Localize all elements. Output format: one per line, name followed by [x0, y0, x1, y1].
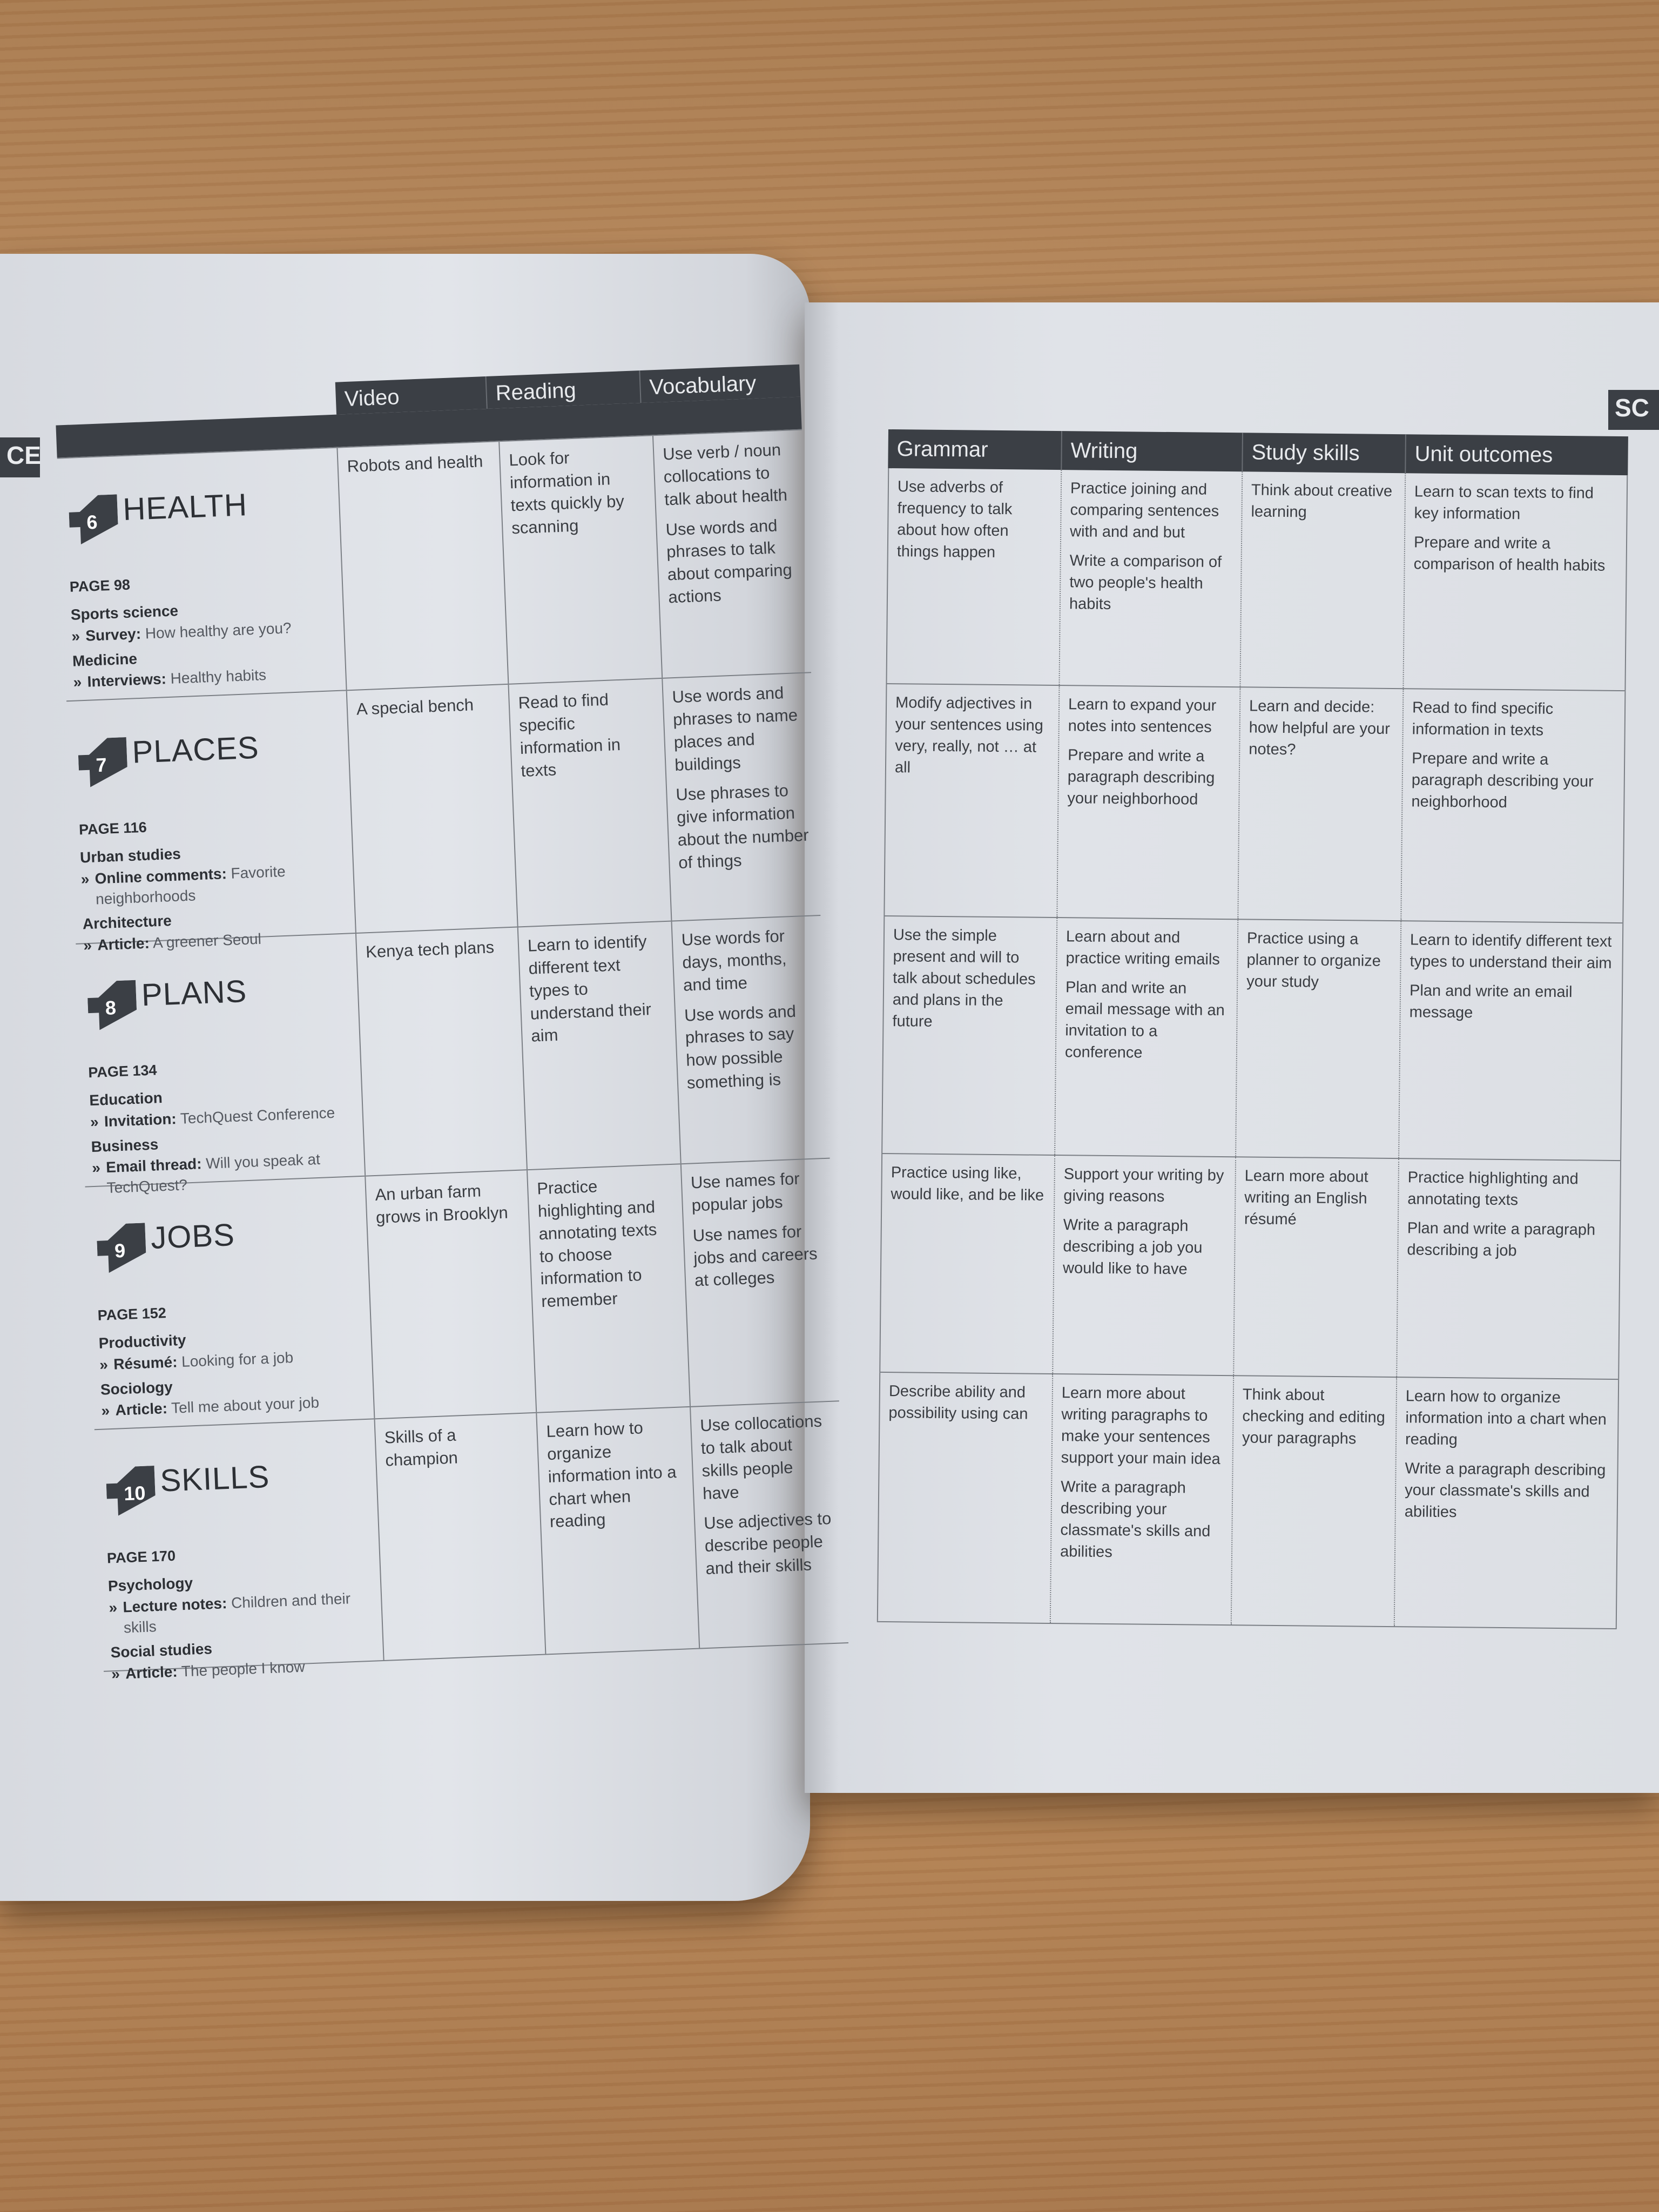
unit-cell — [66, 691, 356, 954]
reading-text: Practice highlighting and annotating texts to choose information to remember — [536, 1177, 657, 1311]
unit-cell — [57, 448, 347, 701]
topic-subject: Business — [91, 1135, 159, 1155]
vocab-item: Use words and phrases to name places and buildings — [671, 683, 798, 774]
writing-item: Write a paragraph describing a job you would like to have — [1062, 1216, 1203, 1278]
unit-topics — [98, 1320, 366, 1426]
outcome-item: Read to find specific information in texts — [1412, 699, 1554, 739]
topic-text: Favorite neighborhoods — [95, 862, 286, 908]
writing-cell — [1060, 470, 1243, 686]
outcome-row — [881, 916, 1623, 1161]
outcome-item: Learn to identify different text types to understand their aim — [1410, 931, 1612, 972]
video-cell: An urban farm grows in Brooklyn — [366, 1170, 537, 1418]
study-text: Think about creative learning — [1251, 481, 1393, 521]
grammar-cell — [884, 684, 1060, 917]
study-skills-cell — [1236, 920, 1401, 1158]
unit-outcomes-cell — [1399, 921, 1623, 1160]
outcome-item: Prepare and write a comparison of health habits — [1413, 534, 1606, 575]
grammar-cell — [879, 1154, 1055, 1373]
writing-item: Practice joining and comparing sentences with and and but — [1070, 480, 1219, 542]
unit-cell — [85, 1177, 375, 1429]
reading-cell — [500, 436, 663, 684]
vocab-item: Use names for jobs and careers at colleges — [692, 1222, 818, 1290]
topic-subject: Architecture — [82, 912, 172, 933]
header-reading: Reading — [487, 370, 642, 409]
unit-page: PAGE 134 — [87, 1062, 158, 1081]
topic-type: Article: — [114, 1400, 168, 1419]
study-skills-cell — [1238, 687, 1404, 920]
unit-cell — [95, 1419, 385, 1683]
study-skills-cell — [1240, 471, 1406, 688]
study-text: Learn more about writing an English résumé — [1244, 1167, 1368, 1229]
writing-cell — [1051, 1374, 1234, 1624]
topic-text: TechQuest Conference — [180, 1104, 335, 1127]
outcome-item: Learn how to organize information into a chart when reading — [1405, 1387, 1607, 1449]
reading-text: Learn how to organize information into a chart when reading — [545, 1418, 677, 1532]
chevron-right-icon: » — [99, 1356, 109, 1373]
topic-type: Invitation: — [104, 1110, 177, 1130]
left-edge-tab: CE — [0, 437, 40, 477]
chevron-right-icon: » — [90, 1113, 99, 1130]
unit-cell — [76, 934, 366, 1197]
video-cell: A special bench — [347, 685, 518, 933]
header-grammar: Grammar — [888, 429, 1062, 470]
topic-text: Tell me about your job — [171, 1394, 320, 1417]
unit-outcomes-cell — [1404, 473, 1628, 690]
topic-text: A greener Seoul — [152, 930, 262, 952]
unit-topics — [107, 1563, 376, 1689]
topic-type: Survey: — [85, 625, 141, 644]
reading-text: Look for information in texts quickly by scanning — [508, 448, 625, 537]
vocab-item: Use words and phrases to say how possible something is — [684, 1001, 797, 1092]
chevron-right-icon: » — [71, 628, 80, 645]
unit-title: JOBS — [150, 1217, 235, 1256]
vocab-item: Use phrases to give information about the number of things — [675, 781, 810, 872]
video-cell: Kenya tech plans — [356, 927, 528, 1175]
chevron-right-icon: » — [73, 673, 82, 691]
chevron-right-icon: » — [108, 1599, 118, 1616]
grammar-text: Use adverbs of frequency to talk about how often things happen — [896, 478, 1013, 561]
outcome-item: Plan and write an email message — [1409, 982, 1573, 1022]
topic-item — [80, 859, 347, 909]
grammar-cell — [881, 916, 1057, 1155]
outcome-item: Plan and write a paragraph describing a job — [1407, 1219, 1596, 1260]
topic-subject: Psychology — [107, 1574, 193, 1595]
topic-type: Résumé: — [113, 1353, 178, 1373]
topic-type: Article: — [125, 1663, 178, 1682]
unit-title: HEALTH — [122, 487, 248, 527]
unit-row — [57, 429, 811, 701]
chevron-right-icon: » — [111, 1665, 120, 1683]
chevron-right-icon: » — [100, 1402, 110, 1420]
writing-item: Prepare and write a paragraph describing your neighborhood — [1067, 746, 1215, 808]
grammar-text: Modify adjectives in your sentences using very, really, not … at all — [894, 694, 1043, 777]
topic-subject: Urban studies — [79, 845, 181, 866]
chevron-right-icon: » — [80, 870, 90, 888]
topic-text: Will you speak at TechQuest? — [106, 1151, 321, 1197]
right-table — [877, 429, 1628, 1629]
outcome-item: Learn to scan texts to find key information — [1414, 483, 1594, 523]
topic-text: Children and their skills — [123, 1590, 351, 1636]
writing-item: Support your writing by giving reasons — [1063, 1165, 1224, 1205]
reading-cell — [537, 1407, 700, 1654]
unit-outcomes-cell — [1395, 1378, 1619, 1628]
writing-item: Learn to expand your notes into sentences — [1068, 696, 1217, 736]
unit-title: SKILLS — [159, 1459, 271, 1499]
study-skills-cell — [1232, 1376, 1397, 1626]
topic-text: The people I know — [181, 1658, 306, 1680]
unit-title: PLACES — [131, 730, 260, 770]
vocabulary-cell — [663, 673, 820, 920]
left-table-rows — [57, 429, 848, 1683]
topic-text: Looking for a job — [181, 1348, 294, 1370]
reading-cell — [528, 1164, 691, 1412]
unit-number: 8 — [105, 996, 117, 1019]
chevron-right-icon: » — [91, 1159, 101, 1177]
vocabulary-cell — [682, 1159, 839, 1406]
header-video: Video — [335, 376, 488, 415]
topic-subject: Social studies — [110, 1640, 213, 1661]
topic-text: Healthy habits — [170, 666, 267, 687]
unit-number: 6 — [86, 510, 98, 534]
unit-outcomes-cell — [1397, 1159, 1621, 1379]
right-table-rows — [877, 468, 1628, 1629]
topic-subject: Education — [89, 1089, 163, 1109]
unit-page: PAGE 98 — [69, 576, 131, 595]
header-study-skills: Study skills — [1243, 433, 1406, 473]
topic-text: How healthy are you? — [145, 619, 292, 642]
vocabulary-cell — [653, 430, 811, 678]
writing-item: Write a comparison of two people's health habits — [1069, 552, 1222, 613]
outcome-item: Prepare and write a paragraph describing your neighborhood — [1411, 750, 1594, 812]
unit-page: PAGE 116 — [78, 819, 147, 838]
writing-item: Learn more about writing paragraphs to make your sentences support your main idea — [1061, 1384, 1220, 1468]
topic-subject: Productivity — [98, 1331, 187, 1352]
header-vocabulary: Vocabulary — [649, 371, 757, 400]
unit-title: PLANS — [140, 973, 248, 1013]
header-unit-outcomes: Unit outcomes — [1414, 442, 1553, 467]
vocab-item: Use words and phrases to talk about comparing actions — [665, 516, 793, 607]
grammar-cell — [877, 1373, 1053, 1623]
chevron-right-icon: » — [83, 936, 92, 954]
topic-type: Email thread: — [105, 1155, 203, 1176]
writing-item: Plan and write an email message with an invitation to a conference — [1064, 979, 1225, 1062]
vocabulary-cell — [672, 916, 830, 1163]
unit-topics — [70, 591, 338, 697]
reading-cell — [518, 922, 682, 1170]
unit-outcomes-cell — [1401, 689, 1626, 922]
reading-text: Learn to identify different text types to understand their aim — [527, 932, 652, 1046]
study-text: Learn and decide: how helpful are your notes? — [1249, 697, 1391, 759]
topic-subject: Sociology — [100, 1378, 173, 1398]
outcome-row — [879, 1154, 1621, 1380]
vocab-item: Use collocations to talk about skills people have — [699, 1411, 822, 1503]
grammar-text: Describe ability and possibility using can — [888, 1382, 1028, 1423]
left-table — [22, 348, 849, 1705]
reading-text: Read to find specific information in texts — [518, 690, 621, 780]
topic-type: Article: — [97, 934, 150, 954]
video-cell: Skills of a champion — [375, 1413, 547, 1660]
unit-page: PAGE 170 — [106, 1547, 176, 1567]
unit-row — [95, 1400, 848, 1683]
study-text: Think about checking and editing your paragraphs — [1242, 1386, 1386, 1448]
writing-cell — [1055, 918, 1238, 1156]
topic-subject: Medicine — [72, 650, 138, 670]
outcome-row — [886, 468, 1628, 691]
study-text: Practice using a planner to organize your study — [1246, 929, 1381, 991]
right-edge-tab: SC — [1608, 390, 1659, 430]
right-table-header — [888, 429, 1628, 475]
topic-type: Online comments: — [95, 865, 227, 887]
outcome-row — [877, 1373, 1619, 1629]
study-skills-cell — [1234, 1157, 1399, 1377]
topic-item — [109, 1587, 375, 1638]
vocab-item: Use names for popular jobs — [690, 1169, 800, 1215]
video-cell: Robots and health — [338, 442, 509, 690]
unit-page: PAGE 152 — [97, 1305, 167, 1324]
topic-type: Lecture notes: — [122, 1594, 227, 1616]
writing-item: Learn about and practice writing emails — [1065, 928, 1220, 968]
vocab-item: Use adjectives to describe people and their skills — [703, 1509, 832, 1579]
topic-type: Interviews: — [87, 670, 167, 691]
outcome-item: Practice highlighting and annotating texts — [1407, 1169, 1579, 1209]
unit-number: 9 — [114, 1239, 126, 1262]
unit-number: 7 — [95, 753, 107, 777]
writing-item: Write a paragraph describing your classmate's skills and abilities — [1060, 1478, 1211, 1561]
outcome-item: Write a paragraph describing your classmate's skills and abilities — [1404, 1460, 1606, 1521]
writing-cell — [1057, 686, 1240, 919]
outcome-row — [884, 684, 1626, 923]
topic-subject: Sports science — [70, 602, 179, 623]
vocab-item: Use verb / noun collocations to talk about health — [662, 440, 788, 509]
grammar-cell — [886, 468, 1062, 685]
unit-number: 10 — [123, 1481, 146, 1505]
grammar-text: Use the simple present and will to talk about schedules and plans in the future — [892, 926, 1036, 1030]
grammar-text: Practice using like, would like, and be like — [891, 1164, 1044, 1204]
vocabulary-cell — [691, 1401, 848, 1648]
unit-row — [85, 1155, 839, 1429]
header-writing: Writing — [1062, 431, 1243, 471]
writing-cell — [1053, 1156, 1236, 1375]
reading-cell — [509, 679, 672, 927]
vocab-item: Use words for days, months, and time — [681, 926, 787, 995]
